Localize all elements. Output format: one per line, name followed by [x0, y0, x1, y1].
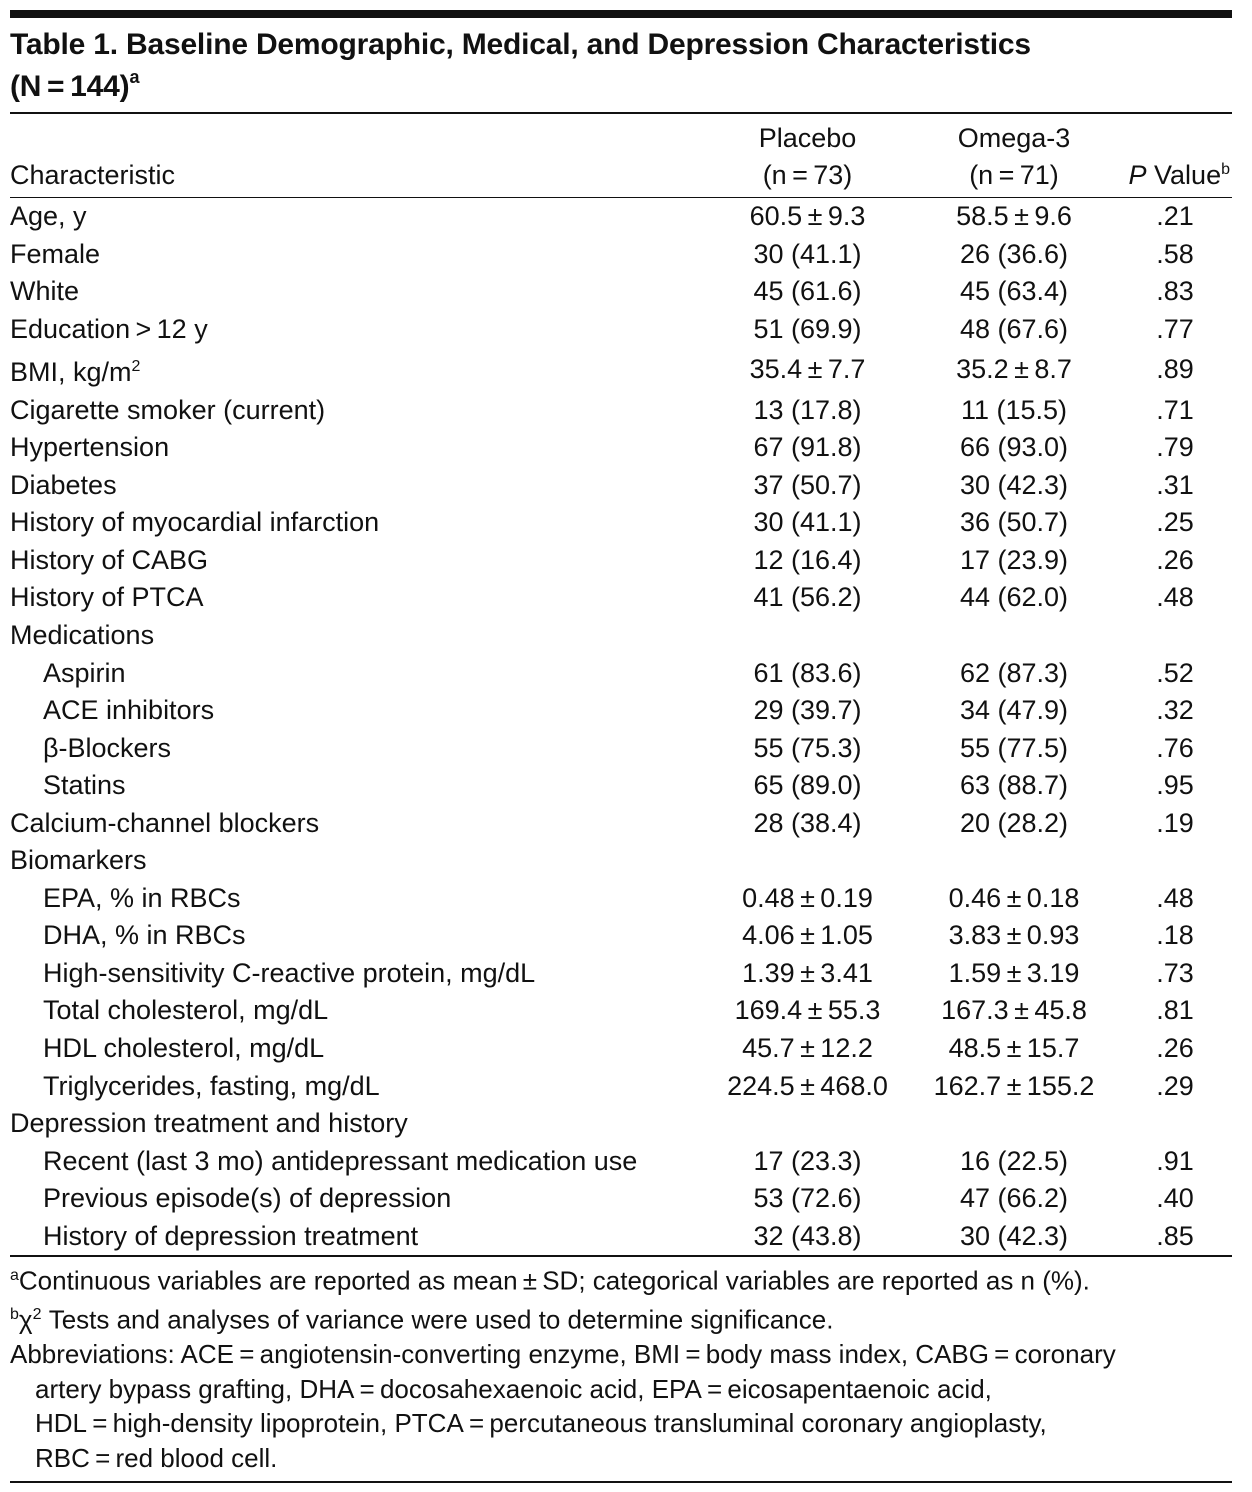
omega-value: 26 (36.6)	[959, 238, 1069, 269]
row-label: Female	[10, 238, 101, 269]
table-row	[10, 273, 1232, 311]
placebo-value: 4.06 ± 1.05	[742, 920, 873, 951]
placebo-value: 0.48 ± 0.19	[742, 882, 873, 913]
omega-value: 1.59 ± 3.19	[948, 957, 1080, 988]
table-row	[10, 1105, 1232, 1143]
placebo-value: 35.4 ± 7.7	[749, 354, 866, 385]
omega-value: 48 (67.6)	[959, 313, 1069, 344]
row-label: High-sensitivity C-reactive protein, mg/dL	[43, 957, 536, 988]
row-label: Age, y	[10, 201, 87, 231]
placebo-value: 67 (91.8)	[753, 432, 862, 463]
omega-value: 47 (66.2)	[959, 1183, 1069, 1214]
row-label: HDL cholesterol, mg/dL	[43, 1033, 325, 1064]
omega-value	[910, 1105, 1118, 1143]
placebo-value: 55 (75.3)	[753, 732, 862, 763]
placebo-value: 12 (16.4)	[753, 544, 862, 575]
placebo-value: 51 (69.9)	[753, 313, 862, 344]
omega-value: 62 (87.3)	[959, 657, 1069, 688]
placebo-value: 224.5 ± 468.0	[727, 1070, 888, 1101]
omega-value	[910, 842, 1118, 880]
row-label: Diabetes	[10, 469, 117, 500]
p-value: .85	[1156, 1220, 1194, 1251]
p-value: .31	[1156, 469, 1194, 500]
row-label: White	[10, 276, 80, 307]
row-label: Education > 12 y	[10, 313, 208, 344]
omega-value: 30 (42.3)	[959, 1220, 1069, 1251]
row-label: β-Blockers	[43, 732, 172, 763]
p-value: .73	[1156, 957, 1194, 988]
table-row	[10, 1030, 1232, 1068]
row-label: Depression treatment and history	[10, 1108, 408, 1139]
table-figure	[10, 10, 1232, 1483]
omega-value: 34 (47.9)	[959, 695, 1069, 726]
row-label: History of depression treatment	[43, 1220, 419, 1251]
p-value: .18	[1156, 920, 1194, 951]
placebo-value: 29 (39.7)	[753, 695, 862, 726]
placebo-value: 41 (56.2)	[753, 582, 862, 613]
page-bottom-rule	[10, 1481, 1232, 1483]
table-row	[10, 579, 1232, 617]
placebo-value: 65 (89.0)	[753, 770, 862, 801]
row-label: Recent (last 3 mo) antidepressant medication use	[43, 1145, 638, 1176]
table-row	[10, 992, 1232, 1030]
p-value: .40	[1156, 1183, 1194, 1214]
p-value	[1118, 842, 1232, 880]
p-value: .81	[1156, 995, 1194, 1026]
table-row	[10, 348, 1232, 392]
placebo-value: 61 (83.6)	[753, 657, 862, 688]
table-row	[10, 542, 1232, 580]
table-row	[10, 236, 1232, 274]
placebo-value: 28 (38.4)	[753, 807, 862, 838]
table-row	[10, 1180, 1232, 1218]
table-row	[10, 655, 1232, 693]
table-row	[10, 842, 1232, 880]
table-row	[10, 692, 1232, 730]
row-label: History of myocardial infarction	[10, 507, 380, 538]
row-label: History of PTCA	[10, 582, 204, 613]
p-value: .95	[1156, 770, 1194, 801]
table-row	[10, 805, 1232, 843]
p-value: .58	[1156, 238, 1194, 269]
p-value: .19	[1156, 807, 1194, 838]
placebo-value: 32 (43.8)	[753, 1220, 862, 1251]
table-row	[10, 617, 1232, 655]
row-label: DHA, % in RBCs	[43, 920, 246, 951]
row-label: Biomarkers	[10, 845, 147, 876]
p-value: .77	[1156, 313, 1194, 344]
row-label: History of CABG	[10, 544, 209, 575]
omega-value: 44 (62.0)	[959, 582, 1069, 613]
title-footnote-mark: a	[129, 67, 140, 87]
placebo-value: 17 (23.3)	[753, 1145, 862, 1176]
p-value: .48	[1156, 882, 1194, 913]
table-row	[10, 504, 1232, 542]
p-value: .48	[1156, 582, 1194, 613]
top-rule	[10, 10, 1232, 18]
table-row	[10, 392, 1232, 430]
header-characteristic: Characteristic	[10, 159, 176, 190]
p-value: .91	[1156, 1145, 1194, 1176]
omega-value: 63 (88.7)	[959, 770, 1069, 801]
placebo-value: 169.4 ± 55.3	[734, 995, 881, 1026]
placebo-value: 60.5 ± 9.3	[749, 201, 866, 231]
omega-value: 3.83 ± 0.93	[948, 920, 1080, 951]
footnote-a: $^a$Continuous variables are reported as mean ± SD; categorical variables are reported as n (%).	[10, 1265, 1090, 1296]
table-row	[10, 880, 1232, 918]
p-value: .29	[1156, 1070, 1194, 1101]
footnote-b: $^b\chi^2$ Tests and analyses of variance were used to determine significance.	[10, 1304, 834, 1335]
omega-value: 162.7 ± 155.2	[933, 1070, 1095, 1101]
table-row	[10, 311, 1232, 349]
omega-value: 35.2 ± 8.7	[956, 354, 1072, 385]
omega-value: 55 (77.5)	[959, 732, 1069, 763]
placebo-value: 45.7 ± 12.2	[742, 1033, 873, 1064]
row-label: Hypertension	[10, 432, 170, 463]
omega-value	[910, 617, 1118, 655]
table-row	[10, 767, 1232, 805]
table-header	[10, 114, 1232, 199]
p-value: .26	[1156, 1033, 1194, 1064]
p-value: .79	[1156, 432, 1194, 463]
p-value: .21	[1156, 201, 1194, 231]
header-omega: Omega-3 (n = 71)	[957, 122, 1071, 190]
p-value: .83	[1156, 276, 1194, 307]
row-label: BMI, $kg/m^2$	[10, 357, 141, 388]
placebo-value	[705, 1105, 910, 1143]
footnote-abbreviations: Abbreviations: ACE = angiotensin-converting enzyme, BMI = body mass index, CABG = coronary artery bypass grafting, DHA = docosahexaenoic acid, EPA = eicosapentaenoic acid, HDL = high-density lipoprotein, PTCA = percutaneous transluminal coronary angioplasty, RBC = red blood cell.	[10, 1339, 1116, 1473]
placebo-value: 30 (41.1)	[753, 507, 862, 538]
data-table	[10, 114, 1232, 1256]
omega-value: 16 (22.5)	[959, 1145, 1069, 1176]
footnotes	[10, 1257, 1232, 1475]
placebo-value: 30 (41.1)	[753, 238, 862, 269]
omega-value: 167.3 ± 45.8	[941, 995, 1087, 1026]
placebo-value	[705, 617, 910, 655]
row-label: Previous episode(s) of depression	[43, 1183, 452, 1214]
p-value: .76	[1156, 732, 1194, 763]
table-row	[10, 1068, 1232, 1106]
p-value	[1118, 1105, 1232, 1143]
table-title	[10, 28, 1232, 104]
row-label: Cigarette smoker (current)	[10, 394, 326, 425]
table-row	[10, 730, 1232, 768]
header-placebo: Placebo (n = 73)	[758, 122, 857, 190]
omega-value: 17 (23.9)	[959, 544, 1069, 575]
row-label: Medications	[10, 620, 155, 651]
omega-value: 11 (15.5)	[960, 394, 1068, 425]
row-label: Calcium-channel blockers	[10, 807, 320, 838]
row-label: Aspirin	[43, 657, 126, 688]
omega-value: 36 (50.7)	[959, 507, 1069, 538]
p-value: .89	[1156, 354, 1194, 385]
table-row	[10, 917, 1232, 955]
p-value: .26	[1156, 544, 1194, 575]
omega-value: 48.5 ± 15.7	[948, 1033, 1080, 1064]
row-label: EPA, % in RBCs	[43, 882, 241, 913]
header-pvalue: P Value$^b$	[1128, 159, 1230, 190]
table-row	[10, 1143, 1232, 1181]
table-row	[10, 198, 1232, 236]
omega-value: 66 (93.0)	[959, 432, 1069, 463]
omega-value: 45 (63.4)	[959, 276, 1069, 307]
omega-value: 0.46 ± 0.18	[948, 882, 1080, 913]
p-value: .32	[1156, 695, 1194, 726]
omega-value: 20 (28.2)	[959, 807, 1069, 838]
table-row	[10, 955, 1232, 993]
omega-value: 58.5 ± 9.6	[956, 201, 1072, 231]
p-value: .52	[1156, 657, 1194, 688]
table-title-line1: Table 1. Baseline Demographic, Medical, and Depression Characteristics	[10, 28, 1031, 61]
table-row	[10, 1218, 1232, 1256]
table-row	[10, 429, 1232, 467]
table-body	[10, 198, 1232, 1255]
row-label: ACE inhibitors	[43, 695, 215, 726]
placebo-value: 1.39 ± 3.41	[742, 957, 873, 988]
row-label: Total cholesterol, mg/dL	[43, 995, 329, 1026]
row-label: Triglycerides, fasting, mg/dL	[43, 1070, 380, 1101]
row-label: Statins	[43, 770, 126, 801]
table-row	[10, 467, 1232, 505]
placebo-value: 45 (61.6)	[753, 276, 862, 307]
placebo-value: 37 (50.7)	[753, 469, 862, 500]
omega-value: 30 (42.3)	[959, 469, 1069, 500]
placebo-value: 13 (17.8)	[753, 394, 862, 425]
p-value: .71	[1156, 394, 1194, 425]
table-title-line2: (N = 144)$^a$	[10, 67, 140, 103]
p-value: .25	[1156, 507, 1194, 538]
placebo-value: 53 (72.6)	[753, 1183, 862, 1214]
p-value	[1118, 617, 1232, 655]
placebo-value	[705, 842, 910, 880]
